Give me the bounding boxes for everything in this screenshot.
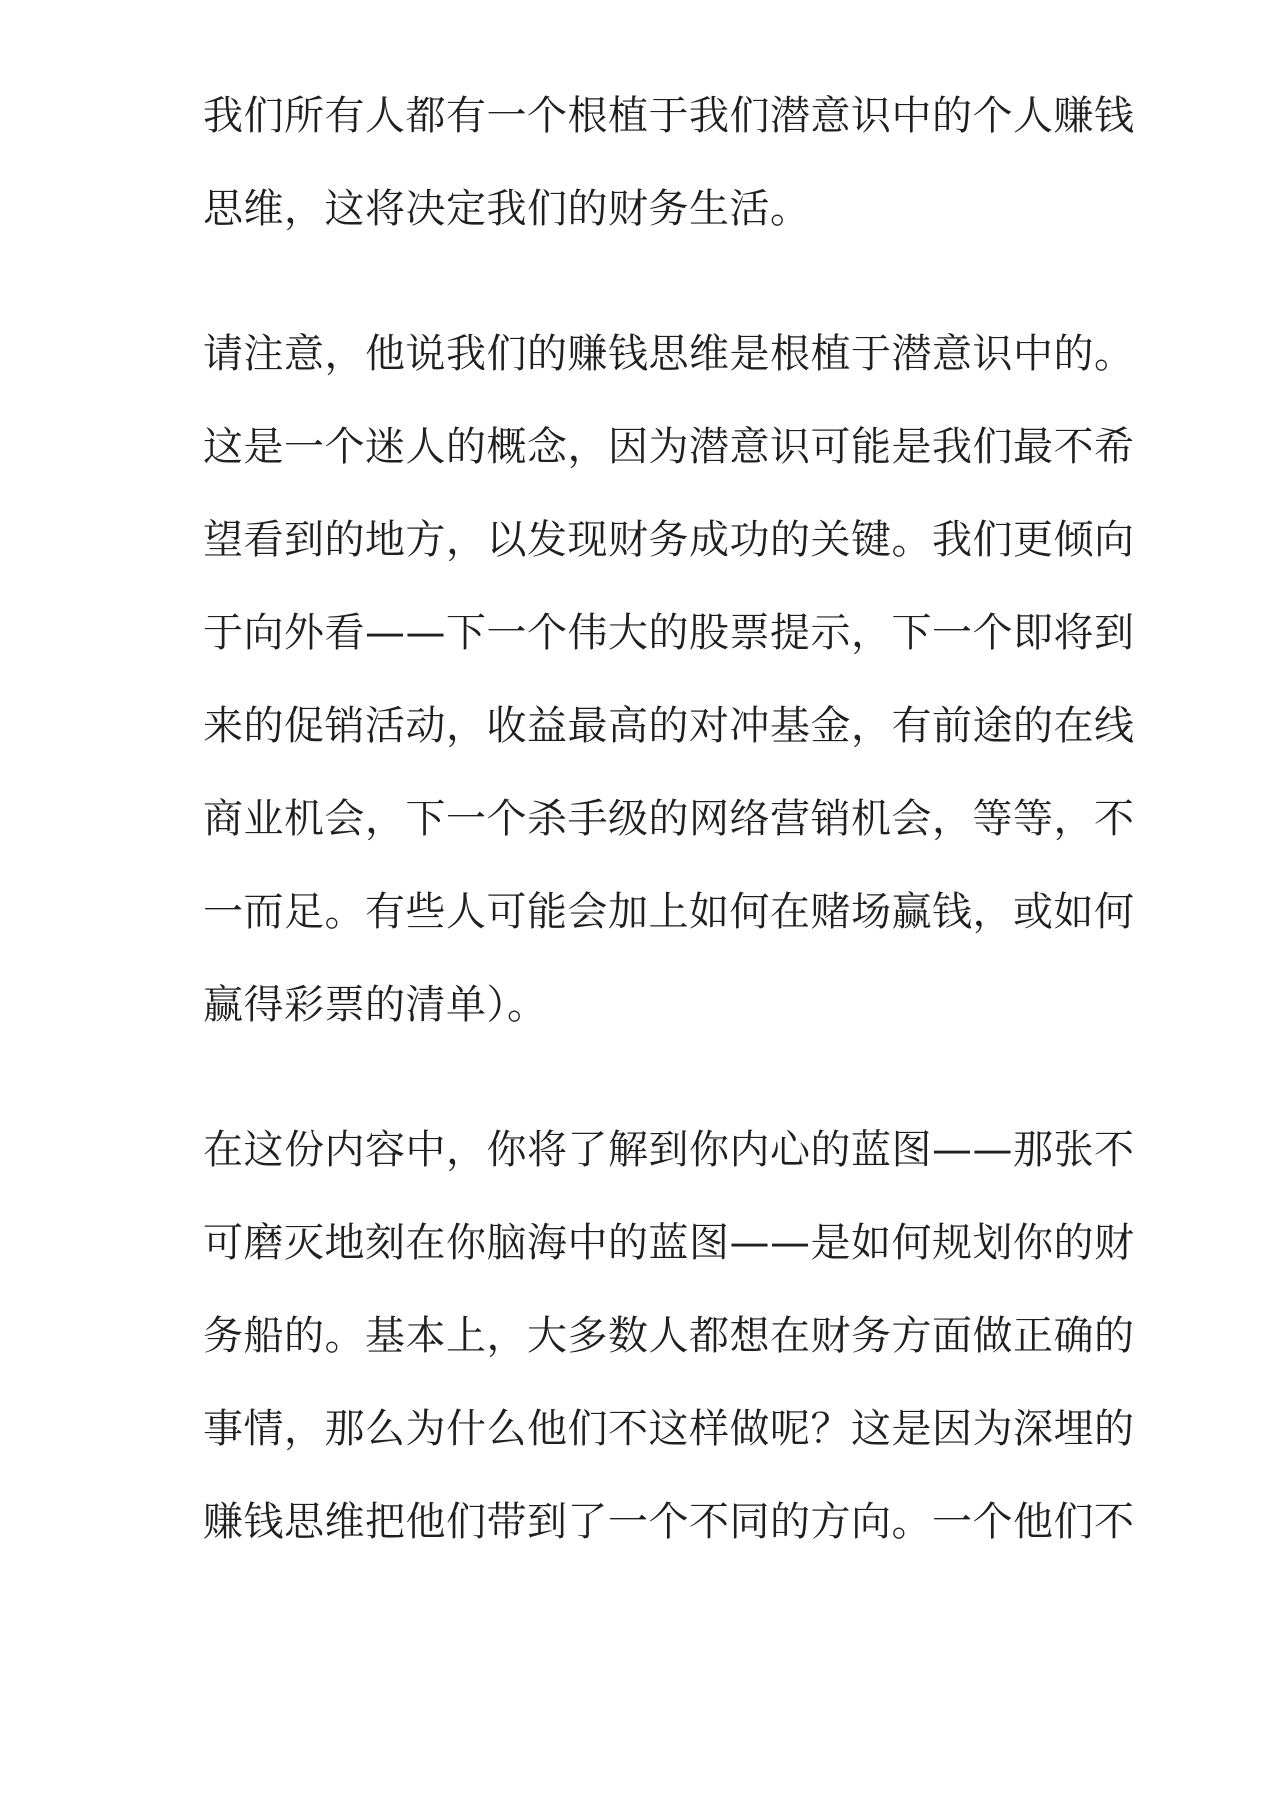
text-line: 我们所有人都有一个根植于我们潜意识中的个人赚钱 [203, 93, 1135, 139]
text-line: 在这份内容中，你将了解到你内心的蓝图——那张不 [203, 1127, 1135, 1173]
text-line: 事情，那么为什么他们不这样做呢？这是因为深埋的 [203, 1406, 1135, 1452]
text-line: 赚钱思维把他们带到了一个不同的方向。一个他们不 [203, 1499, 1135, 1545]
text-line: 于向外看——下一个伟大的股票提示，下一个即将到 [203, 610, 1135, 656]
text-line: 望看到的地方，以发现财务成功的关键。我们更倾向 [203, 517, 1135, 563]
text-line: 这是一个迷人的概念，因为潜意识可能是我们最不希 [203, 424, 1135, 470]
text-line: 务船的。基本上，大多数人都想在财务方面做正确的 [203, 1313, 1135, 1359]
text-line: 赢得彩票的清单）。 [203, 982, 548, 1028]
text-line: 思维，这将决定我们的财务生活。 [203, 186, 811, 232]
text-line: 商业机会，下一个杀手级的网络营销机会，等等，不 [203, 796, 1135, 842]
article-body [203, 70, 1135, 1621]
paragraph-2 [203, 308, 1135, 1052]
paragraph-3 [203, 1104, 1135, 1569]
text-line: 请注意，他说我们的赚钱思维是根植于潜意识中的。 [203, 331, 1135, 377]
text-line: 一而足。有些人可能会加上如何在赌场赢钱，或如何 [203, 889, 1135, 935]
text-line: 可磨灭地刻在你脑海中的蓝图——是如何规划你的财 [203, 1220, 1135, 1266]
text-line: 来的促销活动，收益最高的对冲基金，有前途的在线 [203, 703, 1135, 749]
paragraph-1 [203, 70, 1135, 256]
